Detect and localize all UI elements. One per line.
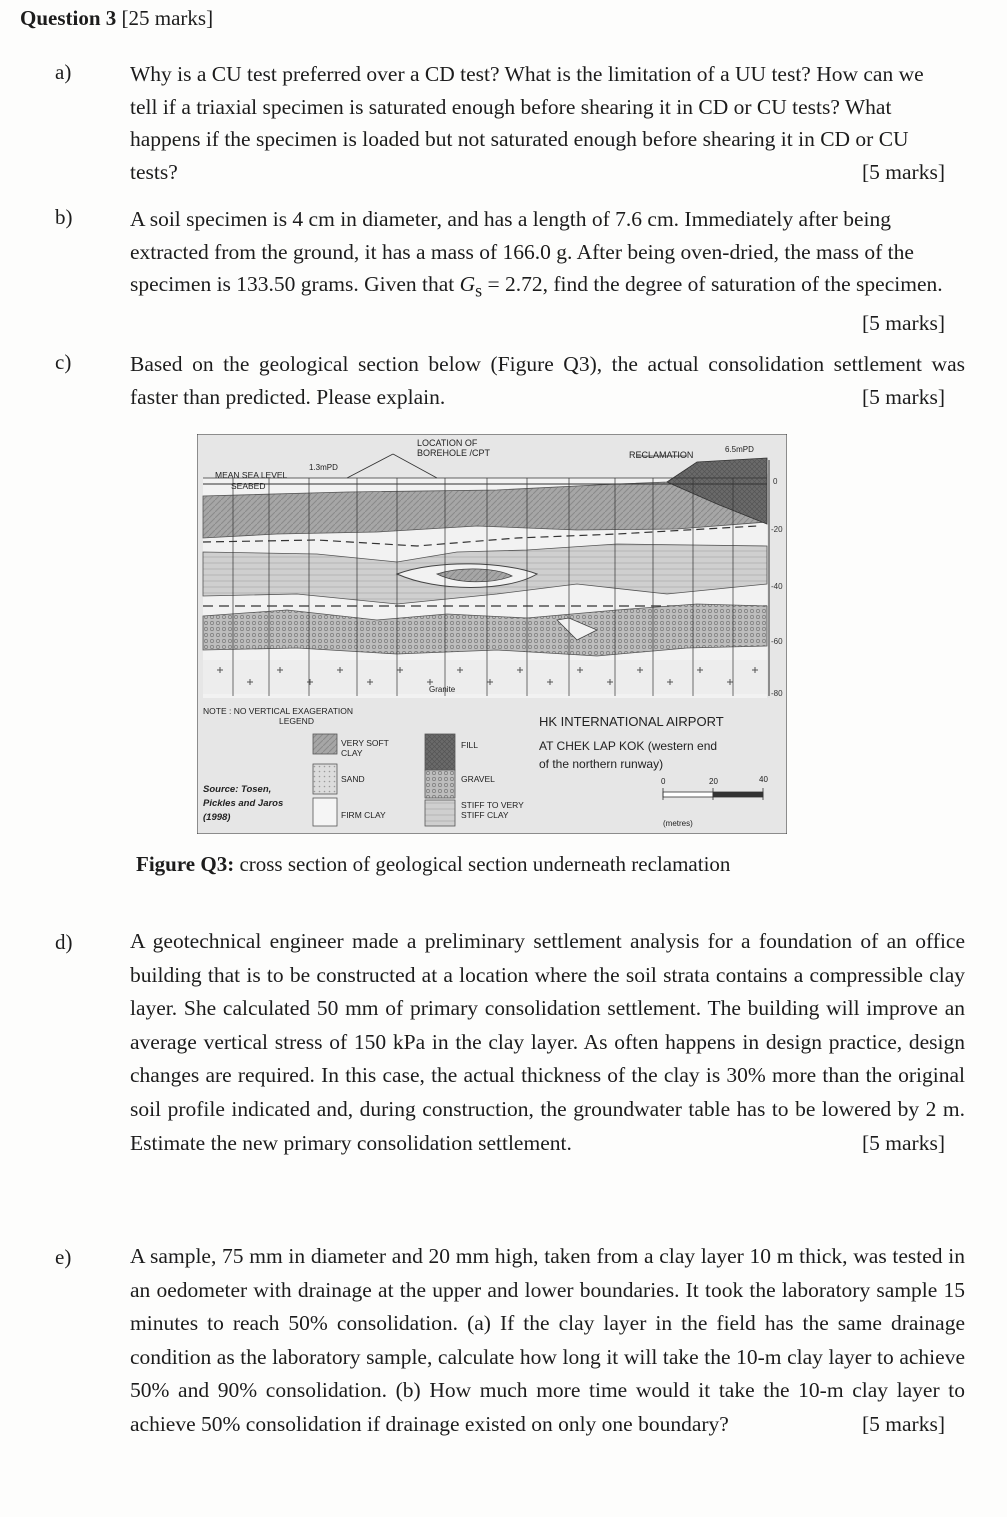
svg-text:20: 20	[709, 777, 718, 786]
note-label: NOTE : NO VERTICAL EXAGERATION	[203, 706, 354, 716]
part-c-marks: [5 marks]	[862, 384, 945, 409]
question-title: Question 3 [25 marks]	[20, 6, 214, 30]
svg-text:Pickles and Jaros: Pickles and Jaros	[203, 798, 284, 809]
depth-tick: -40	[771, 582, 783, 591]
part-d-text: A geotechnical engineer made a preliminary settlement analysis for a foundation of an office building that is to be constructed at a location where the soil strata contains a compressible clay layer. She calculated 50 mm of primary consolidation settlement. The building will improve an average vertical stress of 150 kPa in the clay layer. As often happens in design practice, design changes are required. In this case, the actual thickness of the clay is 30% more than the original soil profile indicated and, during construction, the groundwater table has to be lowered by 2 m. Estimate the new primary consolidation settlement. [5 marks]	[130, 925, 965, 1160]
msl-label: MEAN SEA LEVEL	[215, 470, 288, 480]
svg-text:(1998): (1998)	[203, 812, 231, 823]
depth-tick: -80	[771, 689, 783, 698]
part-b-text: A soil specimen is 4 cm in diameter, and has a length of 7.6 cm. Immediately after being extracted from the ground, it has a mass of 166.0 g. After being oven-dried, the mass of the specimen is 133.50 grams. Given that $G_s = 2.72$, find the degree of saturation of the specimen. [5 marks]	[130, 203, 965, 339]
airport-subtitle: of the northern runway)	[539, 757, 664, 771]
svg-text:40: 40	[759, 775, 768, 784]
svg-text:Source: Tosen,: Source: Tosen,	[203, 784, 272, 795]
legend-swatch-stiff-clay	[425, 800, 455, 826]
part-b-marks: [5 marks]	[862, 310, 945, 335]
part-c-label: c)	[55, 350, 72, 374]
geological-cross-section-figure	[197, 434, 787, 834]
airport-subtitle: AT CHEK LAP KOK (western end	[539, 739, 718, 753]
part-e-label: e)	[55, 1245, 72, 1269]
part-e-marks: [5 marks]	[862, 1411, 945, 1436]
legend-label: VERY SOFT	[341, 738, 389, 748]
legend-label: FIRM CLAY	[341, 810, 386, 820]
legend-label: GRAVEL	[461, 774, 495, 784]
legend-swatch-sand	[313, 764, 337, 794]
legend-label: CLAY	[341, 748, 363, 758]
legend-swatch-fill	[425, 734, 455, 770]
granite-label: Granite	[429, 685, 456, 694]
svg-text:0: 0	[661, 777, 666, 786]
airport-title: HK INTERNATIONAL AIRPORT	[539, 714, 724, 729]
location-label: BOREHOLE /CPT	[417, 448, 491, 458]
legend-label: SAND	[341, 774, 365, 784]
part-d-label: d)	[55, 930, 73, 954]
seabed-label: SEABED	[231, 481, 266, 491]
legend-label: STIFF CLAY	[461, 810, 509, 820]
part-e-text: A sample, 75 mm in diameter and 20 mm high, taken from a clay layer 10 m thick, was tested in an oedometer with drainage at the upper and lower boundaries. It took the laboratory sample 15 minutes to reach 50% consolidation. (a) If the clay layer in the field has the same drainage condition as the laboratory sample, calculate how long it will take the 10-m clay layer to achieve 50% and 90% consolidation. (b) How much more time would it take the 10-m clay layer to achieve 50% consolidation if drainage existed on only one boundary? [5 marks]	[130, 1240, 965, 1442]
legend-title: LEGEND	[279, 716, 314, 726]
part-b-label: b)	[55, 205, 73, 229]
part-a-marks: [5 marks]	[862, 159, 945, 184]
legend-label: FILL	[461, 740, 479, 750]
legend-swatch-firm-clay	[313, 798, 337, 826]
reclamation-label: RECLAMATION	[629, 450, 694, 460]
msl-level-label: 1.3mPD	[309, 463, 338, 472]
legend-label: STIFF TO VERY	[461, 800, 524, 810]
part-d-marks: [5 marks]	[862, 1130, 945, 1155]
depth-tick: 0	[773, 477, 778, 486]
figure-caption: Figure Q3: cross section of geological section underneath reclamation	[136, 852, 731, 876]
part-a-label: a)	[55, 60, 72, 84]
part-a-text: Why is a CU test preferred over a CD test? What is the limitation of a UU test? How can we tell if a triaxial specimen is saturated enough before shearing it in CD or CU tests? What happens if the specimen is loaded but not saturated enough before shearing it in CD or CU tests? [5 marks]	[130, 58, 945, 188]
part-c-text: Based on the geological section below (Figure Q3), the actual consolidation settlement was faster than predicted. Please explain. [5 marks]	[130, 348, 965, 413]
legend-swatch-very-soft-clay	[313, 734, 337, 754]
strata-section	[203, 454, 767, 698]
location-label: LOCATION OF	[417, 438, 478, 448]
depth-tick: -20	[771, 525, 783, 534]
depth-tick: -60	[771, 637, 783, 646]
level-label: 6.5mPD	[725, 445, 754, 454]
svg-text:(metres): (metres)	[663, 819, 693, 828]
legend-swatch-gravel	[425, 770, 455, 798]
